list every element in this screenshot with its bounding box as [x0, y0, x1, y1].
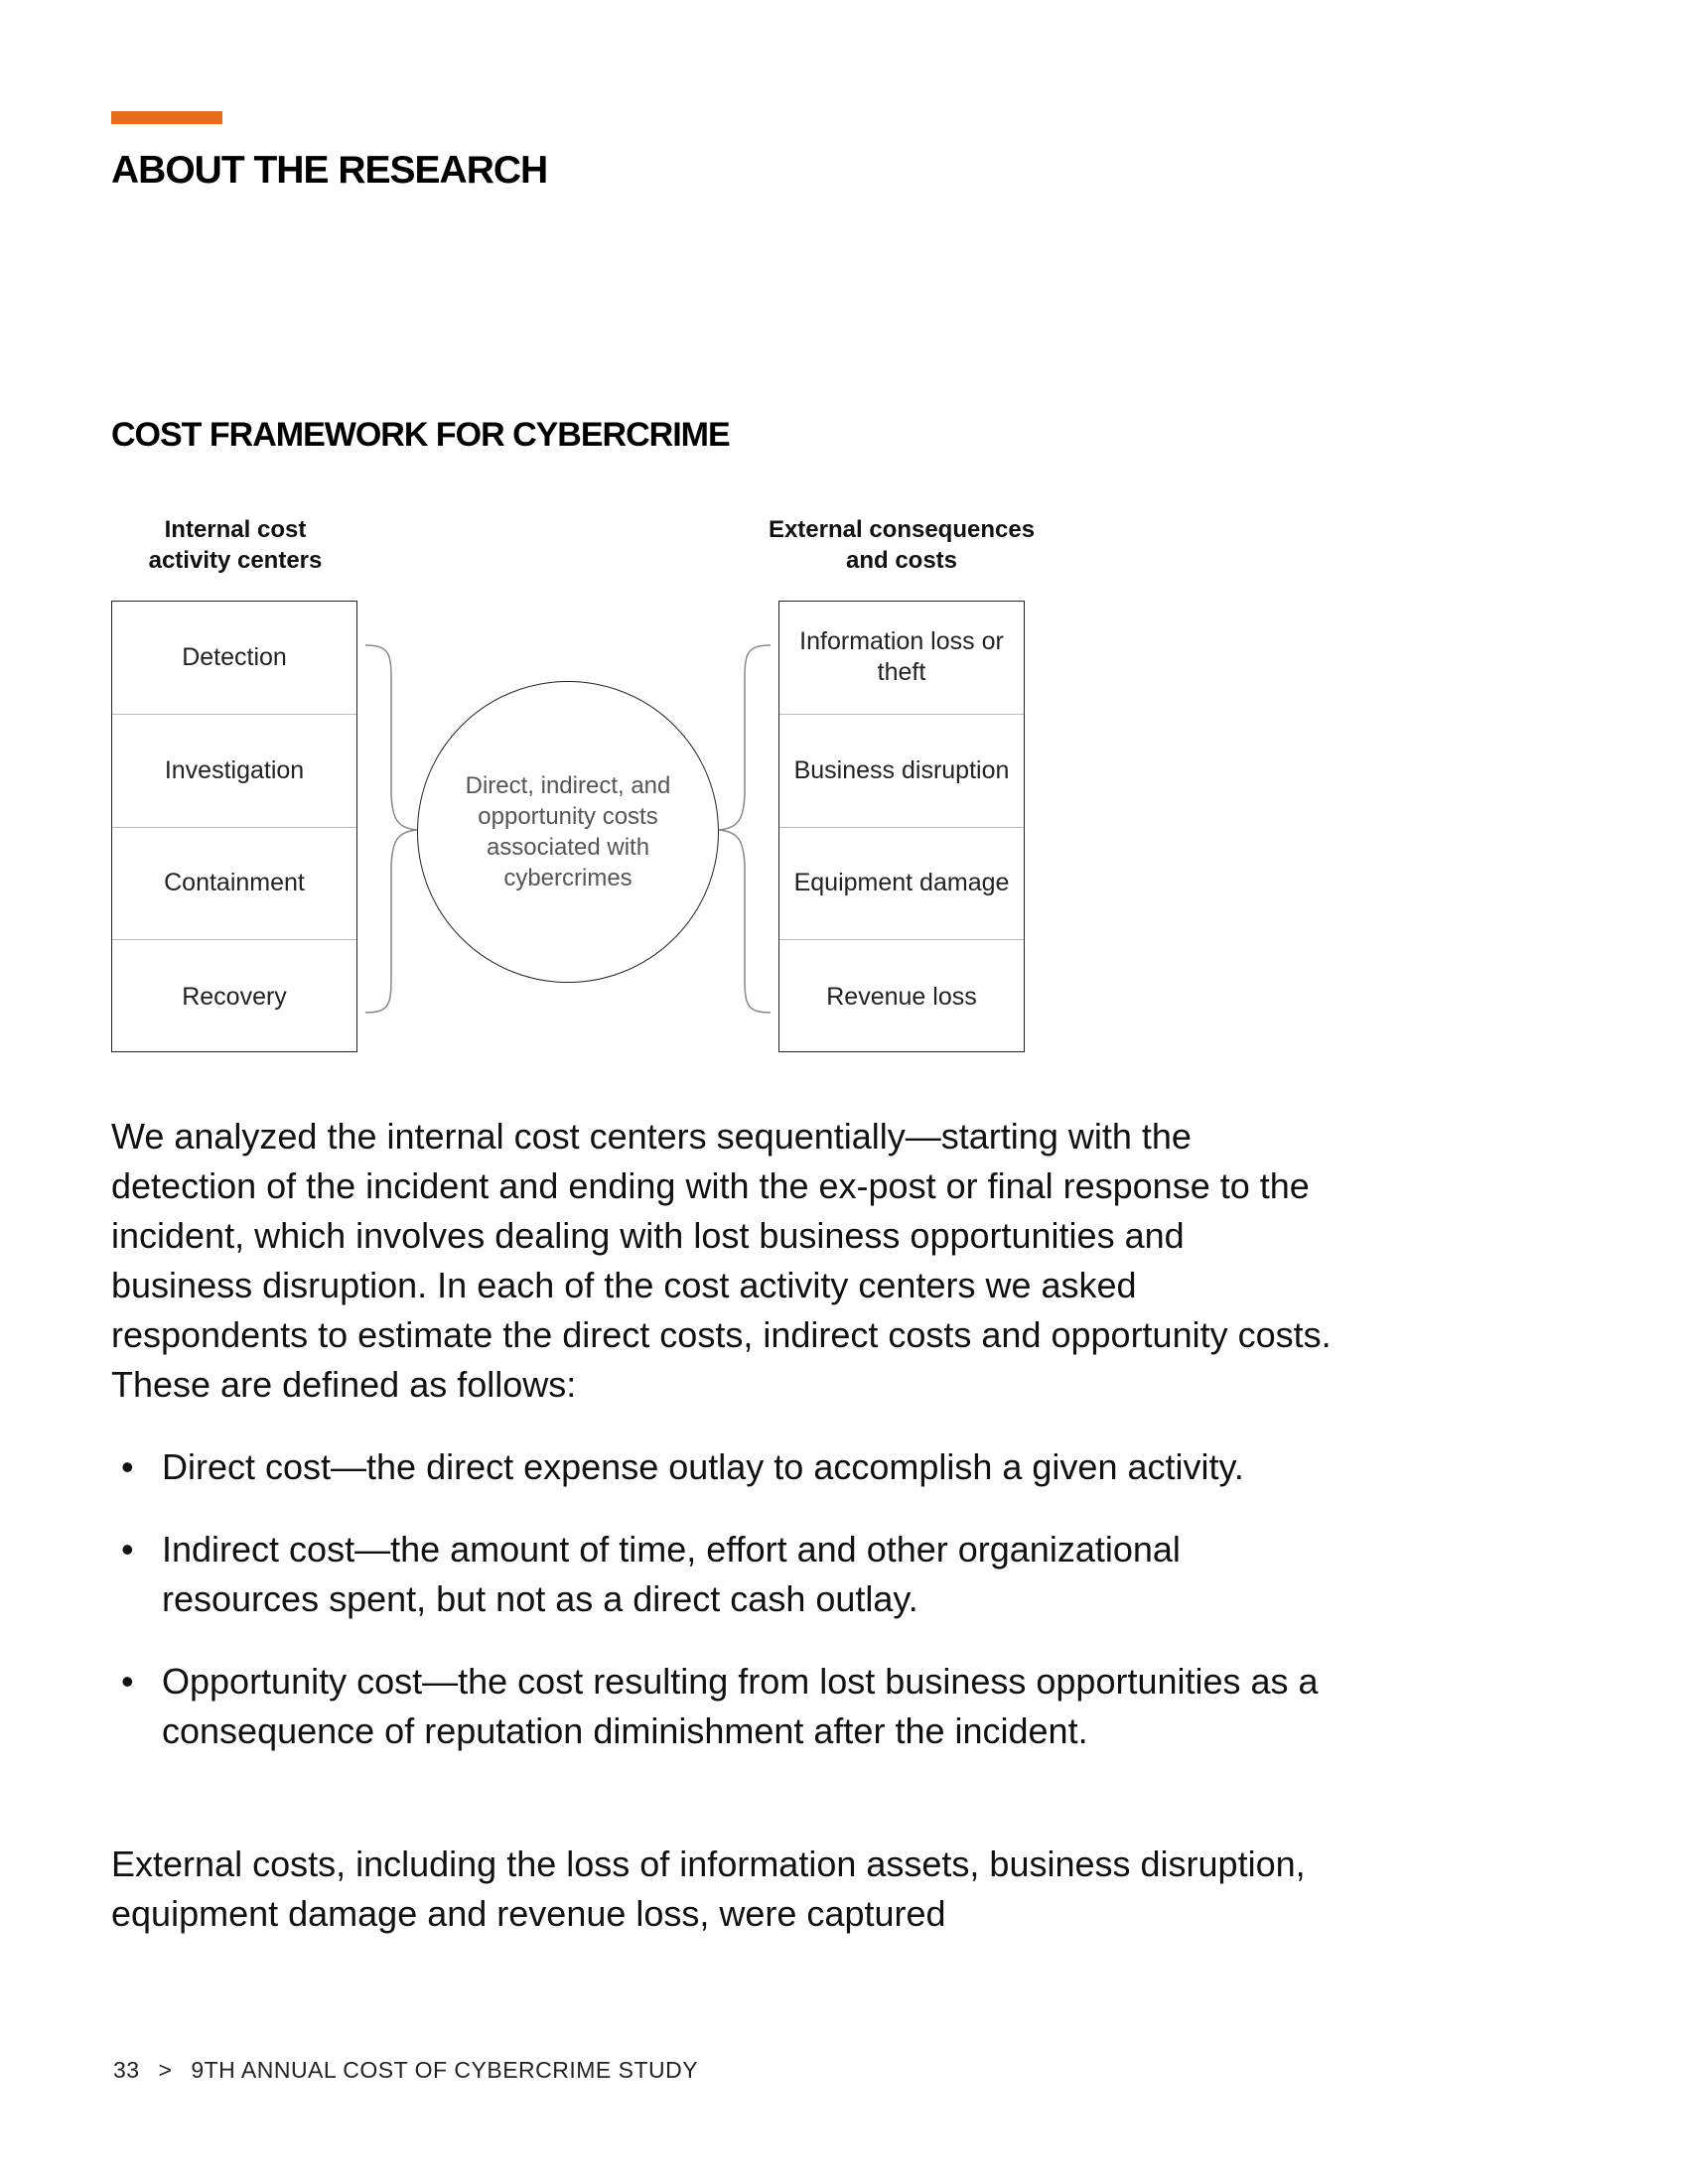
body-paragraph-2: External costs, including the loss of information assets, business disruption, equipment damage and revenue loss, were captured [111, 1843, 1306, 1934]
footer-separator: > [158, 2057, 173, 2083]
internal-center-detection: Detection [112, 602, 356, 715]
list-item [111, 1442, 1333, 1492]
internal-cost-heading-line2: activity centers [148, 547, 323, 574]
section-title: ABOUT THE RESEARCH [111, 149, 548, 192]
bullet-opportunity-cost: Opportunity cost—the cost resulting from lost business opportunities as a consequence of reputation diminishment after the incident. [162, 1661, 1319, 1751]
internal-cost-heading-line1: Internal cost [164, 516, 307, 543]
external-revenue-loss: Revenue loss [826, 982, 977, 1011]
bullet-dot: • [121, 1446, 134, 1487]
external-consequences-heading-line1: External consequences [768, 516, 1036, 543]
list-item [111, 1525, 1333, 1624]
list-item [111, 1657, 1333, 1756]
left-brace [365, 645, 417, 1013]
internal-center-recovery: Recovery [182, 982, 287, 1011]
right-brace [719, 645, 771, 1013]
cost-circle-text: Direct, indirect, and opportunity costs associated with cybercrimes [465, 772, 671, 891]
bullet-dot: • [121, 1661, 134, 1702]
external-consequences-box [778, 601, 1025, 1052]
external-equipment-damage: Equipment damage [779, 828, 1024, 941]
external-consequences-heading-line2: and costs [845, 547, 958, 574]
external-information-loss: Information loss or theft [779, 602, 1024, 715]
internal-center-containment: Containment [112, 828, 356, 941]
bullet-indirect-cost: Indirect cost—the amount of time, effort and other organizational resources spent, but not as a direct cash outlay. [162, 1529, 1181, 1619]
internal-center-investigation: Investigation [112, 715, 356, 828]
diagram-title: COST FRAMEWORK FOR CYBERCRIME [111, 416, 730, 454]
cost-circle [417, 681, 719, 983]
publication-title: 9TH ANNUAL COST OF CYBERCRIME STUDY [191, 2057, 699, 2083]
bullet-dot: • [121, 1529, 134, 1570]
cost-definitions-list [111, 1442, 1333, 1789]
external-business-disruption: Business disruption [779, 715, 1024, 828]
page-number: 33 [113, 2057, 140, 2083]
bullet-direct-cost: Direct cost—the direct expense outlay to accomplish a given activity. [162, 1446, 1244, 1487]
body-paragraph-1: We analyzed the internal cost centers sequentially—starting with the detection of the incident and ending with the ex-post or final response to the incident, which involves dealing with lost business opportunities and business disruption. In each of the cost activity centers we asked respondents to estimate the direct costs, indirect costs and opportunity costs. These are defined as follows: [111, 1116, 1332, 1405]
page-footer [113, 2057, 710, 2084]
